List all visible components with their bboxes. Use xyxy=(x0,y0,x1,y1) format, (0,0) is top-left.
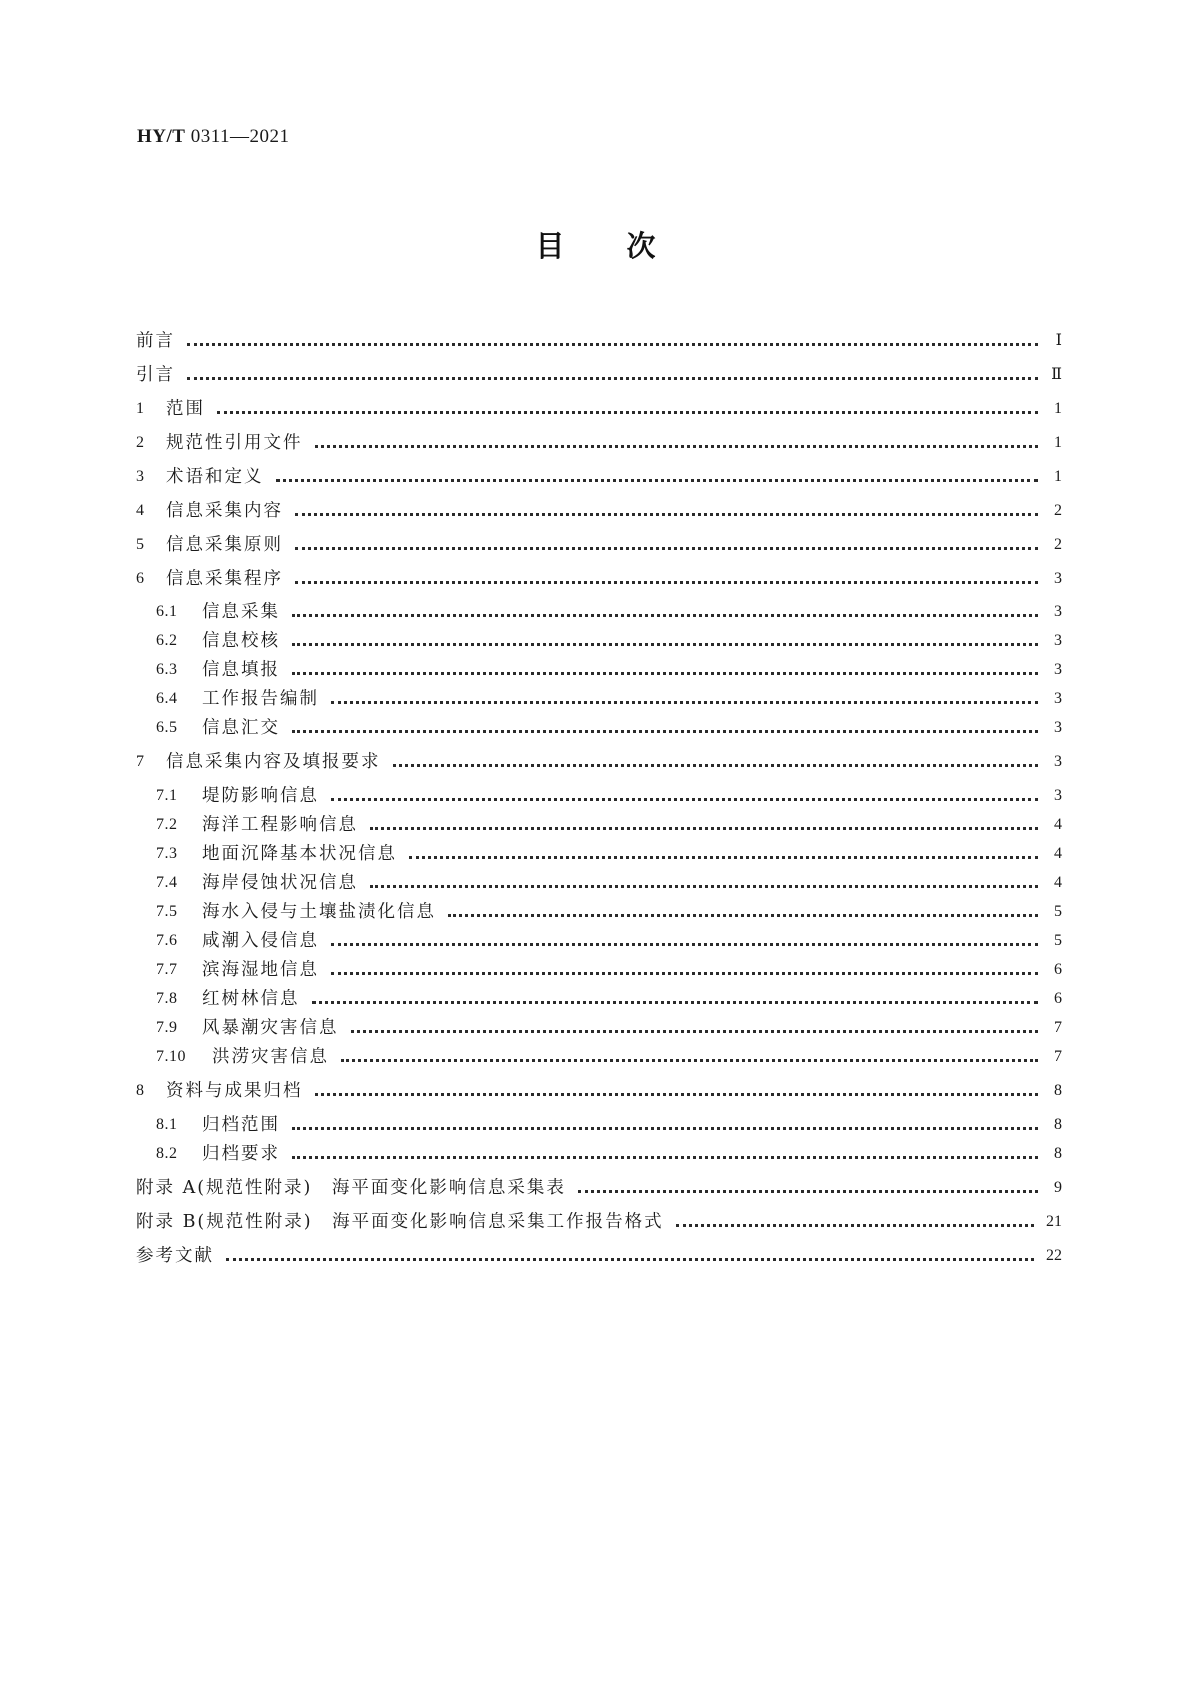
toc-entry-page: 1 xyxy=(1054,468,1062,485)
toc-dot-leader xyxy=(187,343,1038,346)
toc-dot-leader xyxy=(292,672,1038,675)
toc-dot-leader xyxy=(351,1030,1039,1033)
toc-entry-number: 6 xyxy=(136,570,145,587)
toc-entry-page: 22 xyxy=(1046,1247,1062,1264)
toc-entry-label: 堤防影响信息 xyxy=(202,786,319,806)
toc-entry[interactable] xyxy=(136,328,1062,354)
page-title: 目次 xyxy=(535,229,718,263)
toc-entry[interactable] xyxy=(156,715,1062,741)
toc-entry-page: 7 xyxy=(1054,1019,1062,1036)
toc-dot-leader xyxy=(292,1127,1038,1130)
toc-entry[interactable] xyxy=(136,566,1062,592)
toc-entry-page: 1 xyxy=(1054,434,1062,451)
toc-dot-leader xyxy=(341,1059,1038,1062)
toc-entry-number: 3 xyxy=(136,468,145,485)
toc-entry-label: 海水入侵与土壤盐渍化信息 xyxy=(202,902,436,922)
toc-dot-leader xyxy=(187,377,1038,380)
toc-entry-label: 信息采集内容 xyxy=(166,501,283,521)
toc-entry[interactable] xyxy=(156,957,1062,983)
toc-entry[interactable] xyxy=(156,783,1062,809)
toc-dot-leader xyxy=(409,856,1038,859)
toc-entry-page: 4 xyxy=(1054,845,1062,862)
toc-entry-page: 8 xyxy=(1054,1116,1062,1133)
toc-dot-leader xyxy=(226,1258,1034,1261)
toc-entry-label: 引言 xyxy=(136,365,175,385)
toc-entry-label: 信息采集程序 xyxy=(166,569,283,589)
toc-entry[interactable] xyxy=(156,599,1062,625)
toc-entry-page: 5 xyxy=(1054,903,1062,920)
toc-entry[interactable] xyxy=(156,928,1062,954)
toc-entry-number: 8.1 xyxy=(156,1116,178,1133)
toc-entry-page: 4 xyxy=(1054,816,1062,833)
toc-entry-number: 7.1 xyxy=(156,787,178,804)
toc-dot-leader xyxy=(295,547,1038,550)
toc-entry-label: 信息填报 xyxy=(202,660,280,680)
toc-entry-page: 3 xyxy=(1054,661,1062,678)
toc-entry-label: 咸潮入侵信息 xyxy=(202,931,319,951)
toc-entry[interactable] xyxy=(156,1141,1062,1167)
toc-entry[interactable] xyxy=(156,628,1062,654)
toc-dot-leader xyxy=(315,445,1039,448)
toc-dot-leader xyxy=(292,614,1038,617)
toc-entry-number: 7.10 xyxy=(156,1048,186,1065)
toc-entry[interactable] xyxy=(156,657,1062,683)
toc-entry-page: 3 xyxy=(1054,632,1062,649)
toc-entry-label: 资料与成果归档 xyxy=(166,1081,303,1101)
toc-entry-number: 7.9 xyxy=(156,1019,178,1036)
toc-entry[interactable] xyxy=(136,1243,1062,1269)
toc-entry[interactable] xyxy=(156,686,1062,712)
toc-entry-number: 7.8 xyxy=(156,990,178,1007)
toc-entry-number: 2 xyxy=(136,434,145,451)
toc-dot-leader xyxy=(217,411,1038,414)
toc-entry-number: 7.7 xyxy=(156,961,178,978)
toc-entry[interactable] xyxy=(136,396,1062,422)
toc-entry[interactable] xyxy=(136,749,1062,775)
toc-entry-page: 3 xyxy=(1054,603,1062,620)
toc-dot-leader xyxy=(295,513,1038,516)
toc-dot-leader xyxy=(331,943,1038,946)
toc-entry-label: 前言 xyxy=(136,331,175,351)
toc-entry[interactable] xyxy=(136,362,1062,388)
toc-entry[interactable] xyxy=(136,532,1062,558)
toc-dot-leader xyxy=(331,701,1038,704)
toc-entry-number: 6.4 xyxy=(156,690,178,707)
toc-dot-leader xyxy=(312,1001,1039,1004)
toc-entry[interactable] xyxy=(136,498,1062,524)
toc-entry[interactable] xyxy=(156,1044,1062,1070)
toc-entry-page: 2 xyxy=(1054,502,1062,519)
toc-entry-number: 6.3 xyxy=(156,661,178,678)
toc-entry[interactable] xyxy=(136,430,1062,456)
toc-entry-page: 4 xyxy=(1054,874,1062,891)
toc-entry-label: 信息采集原则 xyxy=(166,535,283,555)
toc-entry-label: 滨海湿地信息 xyxy=(202,960,319,980)
toc-entry-number: 4 xyxy=(136,502,145,519)
toc-entry[interactable] xyxy=(156,899,1062,925)
toc-entry[interactable] xyxy=(136,1175,1062,1201)
toc-entry-page: Ⅱ xyxy=(1051,366,1062,383)
toc-entry-page: 21 xyxy=(1046,1213,1062,1230)
toc-entry-label: 工作报告编制 xyxy=(202,689,319,709)
toc-entry-page: 7 xyxy=(1054,1048,1062,1065)
toc-entry-label: 洪涝灾害信息 xyxy=(212,1047,329,1067)
toc-entry-label: 信息汇交 xyxy=(202,718,280,738)
toc-entry-number: 7.4 xyxy=(156,874,178,891)
toc-entry-label: 信息校核 xyxy=(202,631,280,651)
toc-dot-leader xyxy=(370,827,1038,830)
toc-dot-leader xyxy=(315,1093,1039,1096)
toc-entry-label: 规范性引用文件 xyxy=(166,433,303,453)
toc-entry-page: 3 xyxy=(1054,787,1062,804)
toc-entry-page: 5 xyxy=(1054,932,1062,949)
toc-dot-leader xyxy=(292,1156,1038,1159)
toc-entry[interactable] xyxy=(136,1078,1062,1104)
toc-entry-label: 术语和定义 xyxy=(166,467,264,487)
toc-entry-page: Ⅰ xyxy=(1055,332,1062,349)
toc-entry-number: 7.3 xyxy=(156,845,178,862)
toc-entry-number: 5 xyxy=(136,536,145,553)
toc-dot-leader xyxy=(276,479,1039,482)
toc-dot-leader xyxy=(393,764,1039,767)
toc-dot-leader xyxy=(448,914,1038,917)
toc-entry[interactable] xyxy=(156,812,1062,838)
toc-dot-leader xyxy=(370,885,1038,888)
toc-entry-page: 6 xyxy=(1054,990,1062,1007)
toc-dot-leader xyxy=(295,581,1038,584)
toc-entry-page: 3 xyxy=(1054,570,1062,587)
toc-entry[interactable] xyxy=(156,986,1062,1012)
toc-entry-label: 红树林信息 xyxy=(202,989,300,1009)
toc-entry-label: 参考文献 xyxy=(136,1246,214,1266)
toc-entry-page: 8 xyxy=(1054,1145,1062,1162)
toc-entry-label: 附录 A(规范性附录) 海平面变化影响信息采集表 xyxy=(136,1178,566,1198)
toc-entry-label: 归档范围 xyxy=(202,1115,280,1135)
toc-dot-leader xyxy=(676,1224,1034,1227)
toc-entry-number: 7 xyxy=(136,753,145,770)
toc-entry-label: 风暴潮灾害信息 xyxy=(202,1018,339,1038)
toc-entry-page: 2 xyxy=(1054,536,1062,553)
toc-entry-number: 8.2 xyxy=(156,1145,178,1162)
toc-entry-page: 3 xyxy=(1054,719,1062,736)
toc-entry-page: 1 xyxy=(1054,400,1062,417)
toc-entry-page: 3 xyxy=(1054,690,1062,707)
toc-entry-number: 7.6 xyxy=(156,932,178,949)
toc-entry-label: 海洋工程影响信息 xyxy=(202,815,358,835)
toc-entry-number: 7.2 xyxy=(156,816,178,833)
toc-dot-leader xyxy=(578,1190,1038,1193)
standard-code xyxy=(137,126,290,148)
toc-entry-label: 海岸侵蚀状况信息 xyxy=(202,873,358,893)
toc-entry-label: 归档要求 xyxy=(202,1144,280,1164)
toc-entry-page: 3 xyxy=(1054,753,1062,770)
toc-entry-number: 8 xyxy=(136,1082,145,1099)
toc-entry-page: 9 xyxy=(1054,1179,1062,1196)
toc-entry[interactable] xyxy=(136,1209,1062,1235)
toc-dot-leader xyxy=(292,730,1038,733)
toc-entry[interactable] xyxy=(156,1015,1062,1041)
toc-entry-number: 6.1 xyxy=(156,603,178,620)
toc-entry-page: 8 xyxy=(1054,1082,1062,1099)
toc-dot-leader xyxy=(331,972,1038,975)
toc-entry[interactable] xyxy=(156,1112,1062,1138)
toc-entry-label: 附录 B(规范性附录) 海平面变化影响信息采集工作报告格式 xyxy=(136,1212,664,1232)
toc-entry[interactable] xyxy=(136,464,1062,490)
standard-code-prefix: HY/T xyxy=(137,126,186,147)
toc-entry-label: 信息采集 xyxy=(202,602,280,622)
toc-entry-label: 范围 xyxy=(166,399,205,419)
standard-code-number: 0311—2021 xyxy=(190,126,290,147)
toc-entry-label: 信息采集内容及填报要求 xyxy=(166,752,381,772)
toc-entry-label: 地面沉降基本状况信息 xyxy=(202,844,397,864)
toc-dot-leader xyxy=(331,798,1038,801)
toc-entry-page: 6 xyxy=(1054,961,1062,978)
toc-entry-number: 1 xyxy=(136,400,145,417)
toc-dot-leader xyxy=(292,643,1038,646)
toc-entry[interactable] xyxy=(156,870,1062,896)
toc-entry[interactable] xyxy=(156,841,1062,867)
toc-entry-number: 7.5 xyxy=(156,903,178,920)
toc-entry-number: 6.5 xyxy=(156,719,178,736)
toc-entry-number: 6.2 xyxy=(156,632,178,649)
